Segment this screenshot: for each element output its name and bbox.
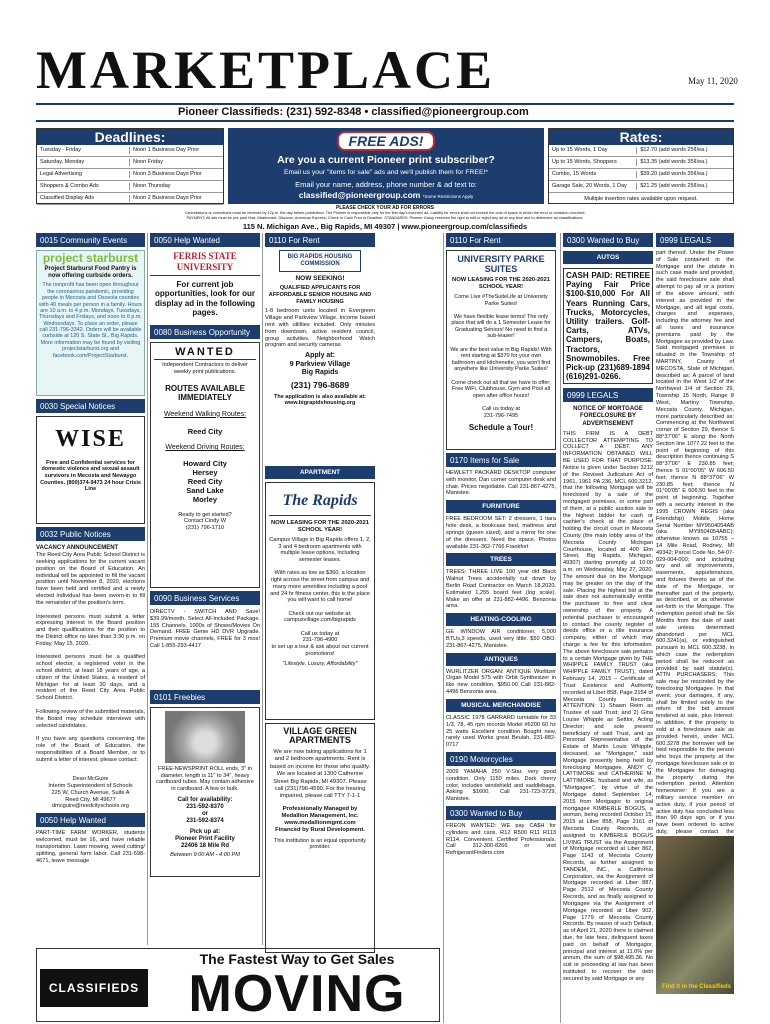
section-business-services: 0090 Business Services: [150, 591, 260, 605]
freebie-ad: [150, 707, 260, 877]
rates-title: Rates:: [549, 129, 733, 145]
antiques-text: WURLITZER ORGAN: ANTIQUE Wurlitzer Organ Model 575 with Orbit Synthesizer in like new condition. $950.00 Call 231-882-4496 Benzonia area.: [446, 668, 556, 696]
deadline-type: Legal Advertising: [37, 171, 130, 178]
classifieds-logo: CLASSIFIEDS: [40, 969, 148, 1007]
deadlines-table: [37, 145, 223, 205]
photo-ad-text: Find it in the Classifieds: [661, 983, 731, 990]
deadline-type: Shoppers & Combo Ads: [37, 183, 130, 190]
deadline-time: Noon 3 Business Days Prior: [133, 171, 202, 178]
free-ads-email-text[interactable]: classified@pioneergroup.com: [298, 189, 421, 200]
section-special-notices: 0030 Special Notices: [36, 399, 145, 413]
free-ads-line2: Email your name, address, phone number & ad text to:: [295, 179, 477, 189]
column-divider: [262, 233, 263, 945]
weekend-walking: Weekend Walking Routes:: [163, 410, 247, 418]
notice-text: THIS FIRM IS A DEBT COLLECTOR ATTEMPTING TO COLLECT A DEBT. ANY INFORMATION OBTAINED WILL BE USED FOR THAT PURPOSE. Notice is given under Section 3212 of the Revised Judicature Act of 1961, 1961 PA 236, MCL 600.3212, that the following Mortgage will be foreclosed by a sale of the mortgaged premises, or some part of them, at a public auction sale to the highest bidder for cash or cashier's check at the place of holding the circuit court in Mecosta County (the main lobby area of the Mecosta County Michigan Courthouse, located at 400 Elm Street, Big Rapids, Michigan, 49307) starting promptly at 10:00 a.m. on Wednesday, May 27, 2020. The amount due on the Mortgage may be greater on the day of the sale. Placing the highest bid at the sale does not automatically entitle the purchaser to free and clear ownership of the property. A potential purchaser is encouraged to contact the county register of deeds office or a title insurance company, either of which may charge a fee for this information. The above foreclosure sale pertains to a certain Mortgage given by THE WHIPPLE FAMILY TRUST (aka WHIPPLE FAMILY TRUST), dated February 14, 2015 – Certificate of Trust Existence and Authority recorded at Liber 858, Page 2154 of Mecosta County Records; ATTENTION: 1) Shawn Reim as Trustee of said Trust; and 2) Gina Louise Whipple as Settlor, Acting Director; and sole present beneficiary of said Trust, and as Personal Representative of the Estate of Martin Louis Whipple, deceased, as "Mortgagor," said Mortgage presently being held by foreclosing Mortgagee, ANDY C. LATTIMORE and CATHERINE M. LATTIMORE, husband and wife, as "Mortgagee", by virtue of the Mortgage dated September 14, 2015 from Mortgagor to original mortgagee KIMBERLE BOGUS, a woman, being recorded October 15, 2015 at Liber 858, Page 2161 of Mecosta County Records, as assigned to KIMBERLE BOGUS LIVING TRUST via the Assignment of Mortgage recorded at Liber 862, Page 1143 of Mecosta County Records, as further assigned to TANDEM, INC., a California Corporation, via the Assignment of Mortgage recorded at Liber 887, Page 2512 of Mecosta County Records, and as finally assigned to Mortgagee via the Assignment of Mortgage recorded at Liber 902, Page 1779 of Mecosta County Records. By reason of such Default, as of April 21, 2020 there is claimed due, for late fees, delinquent taxes paid on behalf of Mortgagor, principal and interest at 11.0% per annum, the sum of $98,495.36. No suit or proceeding at law has been instituted to recover the debt secured by said Mortgage or any: [563, 430, 653, 982]
section-freebies: 0101 Freebies: [150, 690, 260, 704]
rate-price: $13.35 (add words 35¢/ea.): [640, 159, 708, 166]
column-2: [150, 233, 260, 945]
fine-print: [36, 205, 734, 231]
deadline-time: Noon Friday: [133, 159, 163, 166]
wise-ad: [36, 416, 145, 524]
village-green-management: Professionally Managed by Medallion Management, Inc. www.medallionmgmt.com Financed by Rural Development.: [275, 805, 365, 833]
bigrapids-logo: BIG RAPIDS HOUSING COMMISSION: [279, 250, 361, 272]
column-6: [656, 233, 734, 1023]
section-wanted-to-buy-1: 0300 Wanted to Buy: [563, 233, 653, 247]
subhead-antiques: ANTIQUES: [446, 653, 556, 666]
deadline-type: Classified Display Ads: [37, 195, 130, 202]
freebie-text: FREE-NEWSPRINT ROLL ends, 3" in diameter, length is 11" to 34", heavy cardboard tubes. May contain adhesive in cardboard. A few or bulk.: [156, 766, 254, 793]
schedule-tour[interactable]: Schedule a Tour!: [468, 423, 534, 433]
column-divider: [560, 233, 561, 1023]
village-green-text: We are now taking applications for 1 and 2 bedroom apartments. Rent is based on income for those who qualify. We are located at 1300 Catherine Street Big Rapids, MI 49307. Please call (231)796-4590. For the hearing impaired, please call TTY 7-1-1: [269, 749, 371, 800]
deadline-time: Noon Thursday: [133, 183, 171, 190]
notice-title: NOTICE OF MORTGAGE FORECLOSURE BY ADVERTISEMENT: [573, 406, 643, 427]
rates-table: [549, 145, 733, 205]
wanted-contact: Ready to get started? Contact Cindy W (231) 796-1710: [178, 511, 232, 531]
section-public-notices: 0032 Public Notices: [36, 527, 145, 541]
rapids-leasing: NOW LEASING FOR THE 2020-2021 SCHOOL YEAR!: [271, 520, 369, 533]
newsprint-image: [165, 711, 245, 763]
fine-print-check: PLEASE CHECK YOUR AD FOR ERRORS: [335, 205, 435, 211]
rates-box: [548, 128, 734, 204]
village-green-title: VILLAGE GREEN APARTMENTS: [283, 726, 357, 745]
column-1: [36, 233, 145, 945]
deadline-row: [37, 145, 223, 157]
column-divider: [147, 233, 148, 945]
legal-continued: part thereof. Under the Power of Sale contained in the Mortgage and the statute in such case made and provided, the said foreclosure sale shall attempt to pay all or a portion of the above amount, with interest as provided in the Mortgage, and all legal costs, charges and expenses, including the attorney fee and all taxes and insurance premiums paid by the Mortgagee as provided by Law. Said mortgaged premises is situated in the Township of MARTINY, County of MECOSTA, State of Michigan, described as: A parcel of land located in the West 1/2 of the Northwest 1/4 of Section 29, Township 15 North, Range 8 West, Martiny Township, Mecosta County, Michigan, more particularly described as: Commencing at the Northwest corner of Section 29, thence S 88°37'06" E along the North Section line 1077.22 feet to the point of beginning of this description thence continuing S 88°37'06" E 230.85 feet; thence S 01°00'05" W 606.50 feet; thence N 88°37'06" W 230.85 feet; thence N 01°00'05" E 606.50 feet to the point of beginning. Together with a security interest in the 1995 CROWN REGIS (aka Friendship) Mobile Home Serial Number MY9504054AB (aka MY9504054ABC); otherwise known as 10755 – 14 Mile Road, Rodney, MI 49342; Parcel Code No. 54-07-029-004-000; and including any and all improvements, easements, appurtenances, and fixtures thereto as of the date of the Mortgage, or thereafter part of the property, as described, or as otherwise set-forth in the Mortgage. The redemption period shall be Six Months from the date of said sale unless determined abandoned per MCL 600.3241(a), or extinguished pursuant to MCL 600.3238, in which case the redemption period shall be reduced as provided by said statute(s). ATTN PURCHASERS: This sale may be rescinded by the foreclosing Mortgagee. In that event, your damages, if any, shall be limited solely to the return of the bid amount tendered at sale, plus interest. In addition, if the property is sold at a foreclosure sale as provided herein, under MCL 600.3278 the borrower will be held responsible to the person who buys the property at the mortgage foreclosure sale or to the Mortgagee for damaging the property during the redemption period. Attention homeowner: If you are a military service member on active duty, if your period of active duty has concluded less than 90 days ago, or if you have been ordered to active duty, please contact the: [656, 250, 734, 836]
fastest-way: The Fastest Way to Get Sales: [199, 951, 395, 967]
qualified-applicants: QUALIFIED APPLICANTS FOR AFFORDABLE SENIOR HOUSING AND FAMILY HOUSING: [268, 285, 372, 305]
rapids-text: Campus Village in Big Rapids offers 1, 2, 3 and 4 bedroom apartments with multiple lease options, including semester leases. With rates as low as $360, a location right across the street from campus and many more amenities including a pool and 24 hr fitness center, this is the place you will want to call home! Check out our website at: campusvillage.com/bigrapids Call us today at 231-796-4900 to set up a tour & ask about our current promotions!: [269, 536, 371, 657]
masthead-title: MARKETPLACE: [36, 40, 496, 100]
bigrapids-housing-ad: [265, 250, 375, 463]
section-wanted-to-buy-2: 0300 Wanted to Buy: [446, 806, 556, 820]
ferris-ad: [150, 251, 260, 321]
freon-text: FREON WANTED: WE pay CA$H for cylinders and cans. R12 R500 R11 R113 R114. Convenient. Certified Professionals. Call 312-300-8266 or visit RefrigerantFinders.com: [446, 823, 556, 857]
deadlines-title: Deadlines:: [37, 129, 223, 145]
heating-text: GE WINDOW AIR conditioner, 5,000 BTUs,3 speeds, used very little. $50 OBO. 231-867-4275, Manistee.: [446, 629, 556, 649]
rapids-tagline: "Lifestyle, Luxury, Affordability": [282, 660, 358, 667]
rate-row: [549, 157, 733, 169]
section-community-events: 0015 Community Events: [36, 233, 145, 247]
now-seeking: NOW SEEKING!: [295, 275, 345, 283]
driving-cities: Howard City Hersey Reed City Sand Lake Morley: [183, 458, 227, 504]
village-green-eoe: This institution is an equal opportunity provider.: [273, 837, 367, 851]
fine-print-line1: Cancellations or corrections must be received by 12p.m. the day before publication. The Pioneer is responsible only for the first day's incorrect ad. Liability for errors shall not exceed the cost of space in which the error or omission occurred.: [184, 211, 586, 215]
wanted-ad: [150, 342, 260, 588]
vacancy-title: VACANCY ANNOUNCEMENT: [36, 545, 119, 551]
column-3: [265, 233, 375, 945]
starburst-title: Project Starburst Food Pantry is now offering curbside orders.: [44, 266, 137, 280]
wanted-title: WANTED: [154, 346, 256, 360]
rate-type: Combo, 15 Words: [549, 171, 637, 178]
rate-price: $21.25 (add words 25¢/ea.): [640, 183, 708, 190]
trees-text: TREES: THREE LIVE 100 year old Black Walnut Trees accidentally cut down by Berlin Road Contractor on March 18,2020. Estimated 1,255 board feet (log scale). Make an offer at 231-882-4496. Benzonia area.: [446, 569, 556, 610]
wanted-routes: ROUTES AVAILABLE IMMEDIATELY: [165, 383, 245, 403]
rapids-ad: [265, 482, 375, 720]
section-help-wanted-1: 0050 Help Wanted: [36, 813, 145, 827]
ferris-text: For current job opportunities, look for our display ad in the following pages.: [154, 279, 255, 318]
deadline-type: Saturday, Monday: [37, 159, 130, 166]
rate-type: Up to 15 Words, Shoppers: [549, 159, 637, 166]
deadlines-box: [36, 128, 224, 204]
vacancy-text: The Reed City Area Public School District is seeking applications for the current vacant position on the Board of Education. An individual will be appointed to fill the vacant position until November 8, 2020, elections have been held and certified and a newly elected individual has been sworn-in to fill the remainder of the position's term. Interested persons must submit a letter expressing interest in the Board position and their qualifications for the position to the District office no later than 3:30 p.m. on Friday, May 15, 2020. Interested persons must be a qualified school elector, a registered voter in the school district, at least 18 years of age, a citizen of the United States, a resident of Michigan for at least 30 days, and a resident of the Reed City Area Public School District. Following review of the submitted materials, the Board may schedule interviews with selected candidates. If you have any questions concerning the role of the Board of Education, the responsibilities of a Board Member, or to submit a letter of interest, please contact:: [36, 552, 145, 763]
rate-row: [549, 145, 733, 157]
freebie-pickup: Pick up at: Pioneer Print Facility 22406 18 Mile Rd: [175, 828, 235, 849]
fine-print-line2: PAYMENT: All ads must be pre-paid Visa, Mastercard, Discover, American Express, Check or Cash Prior to Deadline. STANDARDS: Pioneer Group reserves the right to edit or reject any ad at any time and to determine ad classifications.: [186, 216, 584, 220]
wise-text: Free and Confidential services for domestic violence and sexual assault survivors in Mecosta and Newaygo Counties. (800)374-9473 24 hour Crisis Line: [40, 459, 141, 493]
free-ads-note: *Some Restrictions Apply: [422, 193, 474, 199]
starburst-logo: project starburst: [42, 251, 139, 265]
rate-price: $12.70 (add words 25¢/ea.): [640, 147, 708, 154]
free-ads-box: [228, 128, 544, 204]
classifieds-photo-ad: [656, 836, 734, 994]
wanted-sub: Independent Contractors to deliver weekly print publications.: [162, 362, 248, 375]
motorcycle-text: 2009 YAMAHA 250 V-Star, very good condition. Only 1150 miles. Dark cherry color, includes windshield and saddlebags. Asking $1600. Call 231-723-3729, Manistee.: [446, 768, 556, 803]
rate-type: Up to 15 Words, 1 Day: [549, 147, 637, 154]
bottom-banner: [36, 948, 440, 1022]
fine-print-address: 115 N. Michigan Ave., Big Rapids, MI 49307 | www.pioneergroup.com/classifieds: [242, 222, 528, 231]
rate-row: [549, 193, 733, 205]
ferris-logo: FERRIS STATE UNIVERSITY: [150, 251, 260, 276]
section-business-opportunity: 0080 Business Opportunity: [150, 325, 260, 339]
freebie-hours: Between 9:00 AM - 4:00 PM: [170, 852, 240, 859]
bigrapids-text: 1-8 bedroom units located in Evergreen Village and Parkview Village. Income based rent with utilities included. Only minutes from downtown, active resident council, group activities. Neighborhood Watch program and security cameras.: [265, 308, 375, 349]
starburst-ad: [36, 250, 145, 396]
starburst-text: The nonprofit has been open throughout the coronavirus pandemic, providing people in Mecosta and Osceola counties with 40 meals per person in a family. Hours are 10 a.m. to 4 p.m. Mondays, Tuesdays, Thursdays and Fridays, and noon to 6 p.m. Wednesdays. To place an order, please call 231-796-3342. Orders will be available curbside at 120 S. State St., Big Rapids. More information may be found by visiting projectstarburst.org and facebook.com/ProjectStarburst.: [39, 282, 142, 359]
weekend-driving: Weekend Driving Routes:: [165, 444, 245, 452]
column-divider: [443, 233, 444, 1023]
section-for-rent-1: 0110 For Rent: [265, 233, 375, 247]
directv-text: DIRECTV - SWITCH AND Save! $39.99/month. Select All-Included Package. 155 Channels. 1000s of Shows/Movies On Demand. FREE Genie HD DVR Upgrade. Premium movie channels, FREE for 3 mos! Call 1-855-293-4417: [150, 609, 260, 650]
furniture-text: FREE BEDROOM SET: 2 dressers, 1 tiara hole desk, a bookcase bed, mattress and springs (queen sized), and a mirror for one of the dressers. Need the space. Photos available 231-362-7766 Frankfort: [446, 516, 556, 550]
rate-row: [549, 169, 733, 181]
apply-at: Apply at: 9 Parkview Village Big Rapids: [289, 352, 351, 376]
rate-note: Multiple insertion rates available upon request.: [584, 195, 698, 202]
university-text: Come Live #TheSuiteLife at University Parke Suites! We have flexible lease terms! The only place that will do a 1 Semester Lease for Graduating Seniors! No need to find a sub-leaser! We are the best value in Big Rapids! With rent starting at $370 for your own bathroom and kitchenette, you won't find anywhere like University Parke Suites! Come check out all that we have to offer; Free WiFi, Clubhouse, Gym and Pool all open after office hours! Call us today at 231-796-7495: [450, 293, 552, 419]
deadline-time: Noon 1 Business Day Prior: [133, 147, 200, 154]
rate-price: $39.20 (add words 35¢/ea.): [640, 171, 708, 178]
subhead-autos: AUTOS: [563, 251, 653, 264]
section-legals-2: 0999 LEGALS: [656, 233, 734, 247]
freebie-call: Call for availability: 231-592-8370 or 231-592-8374: [177, 796, 233, 825]
bigrapids-phone[interactable]: (231) 796-8689: [290, 380, 350, 391]
subhead-musical: MUSICAL MERCHANDISE: [446, 699, 556, 712]
moving-text: MOVING: [188, 965, 406, 1023]
deadline-type: Tuesday - Friday: [37, 147, 130, 154]
free-ads-headline: Are you a current Pioneer print subscriber?: [277, 154, 495, 166]
free-ads-email: [228, 190, 544, 200]
free-ads-line1: Email us your "items for sale" ads and we'll publish them for FREE!*: [283, 168, 489, 176]
deadline-row: [37, 157, 223, 169]
vacancy-contact: Dean McGuire Interim Superintendent of Schools 225 W. Church Avenue, Suite A Reed City, MI 49677 dmcguire@reedcityschools.org: [48, 776, 133, 810]
deadline-row: [37, 193, 223, 205]
column-4-content: [446, 233, 556, 1023]
masthead-rule-bottom: [36, 120, 734, 122]
deadline-time: Noon 2 Business Days Prior: [133, 195, 202, 202]
rate-type: Garage Sale, 20 Words, 1 Day: [549, 183, 637, 190]
walking-city: Reed City: [187, 427, 223, 437]
column-5: [563, 233, 653, 1023]
free-ads-badge: FREE ADS!: [337, 131, 436, 151]
masthead-contact: Pioneer Classifieds: (231) 592-8348 • classified@pioneergroup.com: [178, 106, 529, 118]
subhead-furniture: FURNITURE: [446, 500, 556, 513]
hewlett-text: HEWLETT PACKARD DESKTOP computer with monitor, Dan corner computer desk and chair. Prices negotiable. Call 231-867-4275, Manistee.: [446, 470, 556, 497]
university-parke-ad: [446, 250, 556, 450]
masthead-date: May 11, 2020: [688, 76, 738, 86]
section-legals-1: 0999 LEGALS: [563, 388, 653, 402]
section-items-for-sale: 0170 Items for Sale: [446, 453, 556, 467]
masthead-rule-top: [36, 103, 734, 105]
help-wanted-text: PART-TIME FARM WORKER, students welcomed, must be 16, and have reliable transportation. Lawn mowing, weed cutting/ splitting, general farm labor. Call 231-598-4671, leave message: [36, 830, 145, 864]
subhead-trees: TREES: [446, 553, 556, 566]
rate-row: [549, 181, 733, 193]
section-motorcycles: 0190 Motorcycles: [446, 752, 556, 766]
rapids-logo: The Rapids: [269, 486, 371, 516]
village-green-ad: [265, 723, 375, 953]
section-for-rent-2: 0110 For Rent: [446, 233, 556, 247]
subhead-apartment: APARTMENT: [265, 466, 375, 479]
wise-logo: WISE: [55, 426, 126, 452]
subhead-heating-cooling: HEATING-COOLING: [446, 613, 556, 626]
university-logo: UNIVERSITY PARKE SUITES: [457, 254, 545, 274]
apply-note: The application is also available at: www.bigrapidshousing.org: [273, 393, 366, 407]
deadline-row: [37, 169, 223, 181]
university-leasing: NOW LEASING FOR THE 2020-2021 SCHOOL YEAR!: [452, 277, 550, 290]
deadline-row: [37, 181, 223, 193]
cash-paid-text: CASH PAID: RETIREE Paying Fair Price $100-$10,000 For All Years Running Cars, Trucks, Motorcycles, Utility trailers. Golf-Carts, ATVs, Campers, Boats, Tractors, Snowmobiles. Free Pick-up (231)689-1894 (616)291-0266.: [563, 268, 653, 384]
section-help-wanted-2: 0050 Help Wanted: [150, 233, 260, 247]
music-text: CLASSIC 1978 GARRARD turntable for 33 1/3, 78, 45 rpm records Model #6200 60 hz 25 watts Excellent condition Bought new, rarely used Works great Beulah, 231-882-0717: [446, 714, 556, 749]
